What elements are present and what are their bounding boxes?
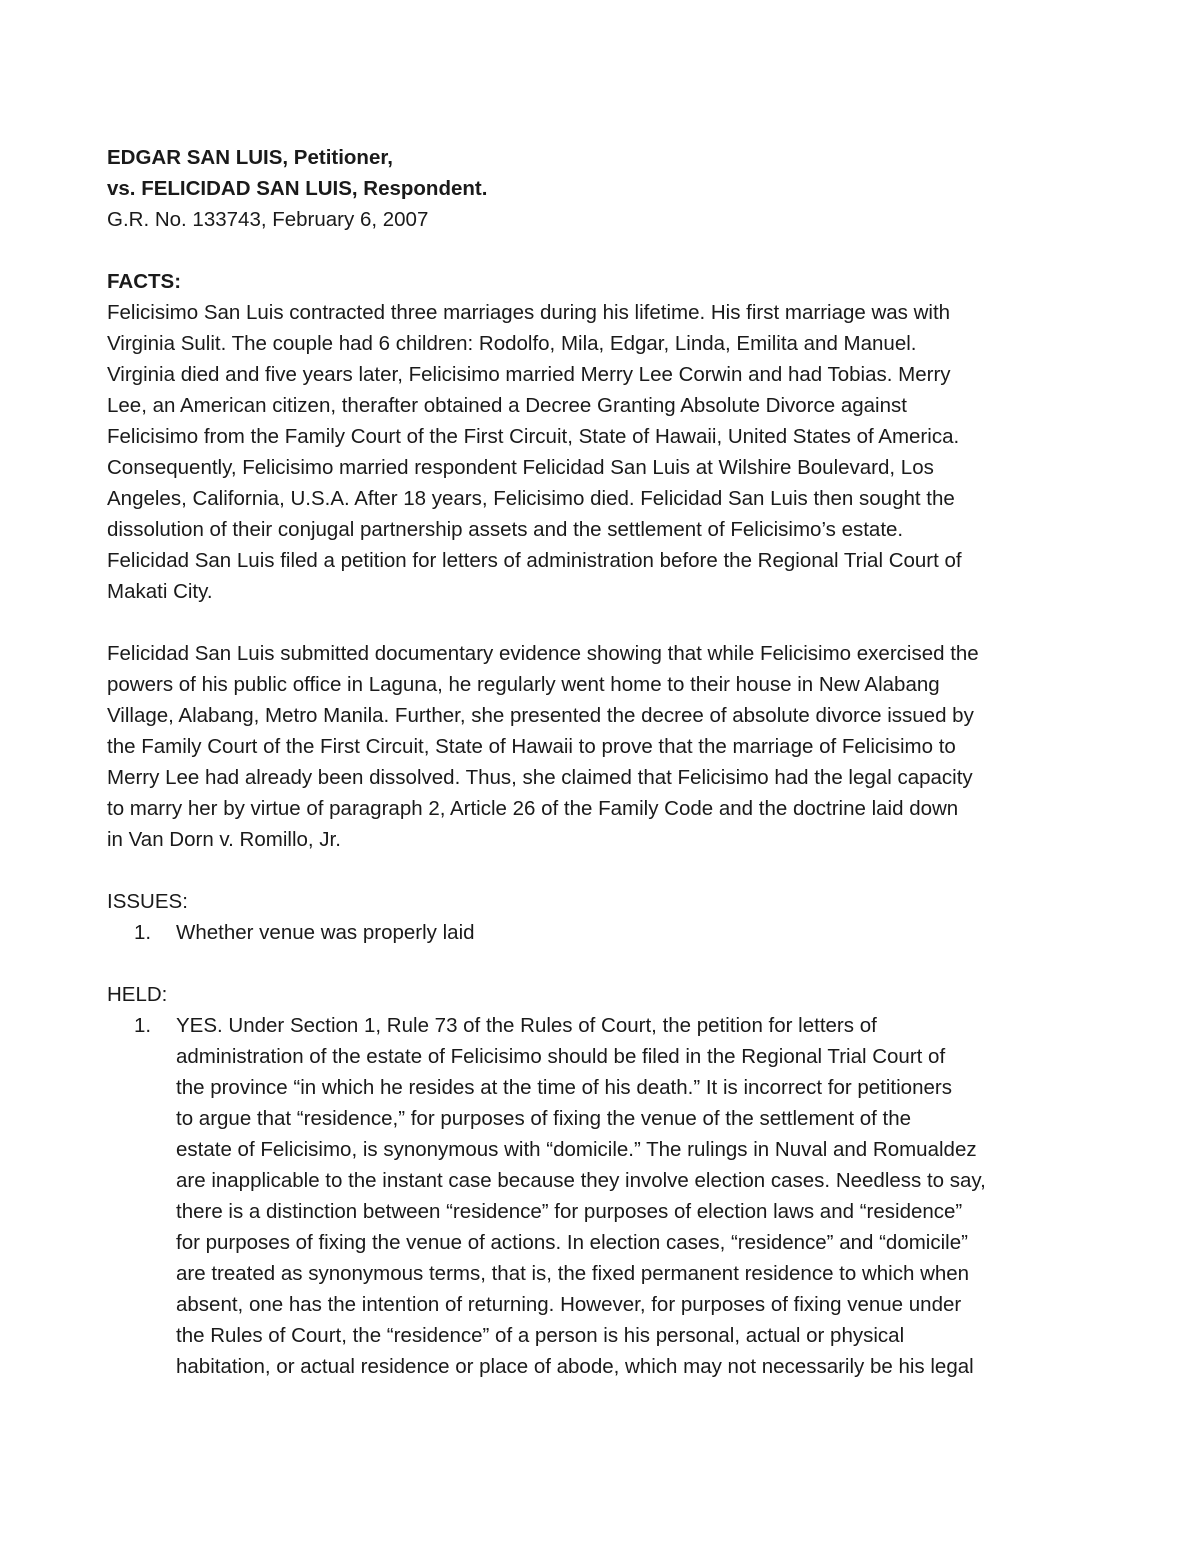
held-line: habitation, or actual residence or place of abode, which may not necessarily be his legal bbox=[176, 1355, 974, 1378]
facts-p1-line: Felicisimo San Luis contracted three marriages during his lifetime. His first marriage was with bbox=[107, 301, 951, 324]
respondent-line: vs. FELICIDAD SAN LUIS, Respondent. bbox=[107, 177, 488, 200]
facts-paragraph-2 bbox=[107, 638, 1097, 855]
facts-p1-line: Felicisimo from the Family Court of the First Circuit, State of Hawaii, United States of America. bbox=[107, 425, 960, 448]
facts-p1-line: Felicidad San Luis filed a petition for letters of administration before the Regional Trial Court of bbox=[107, 549, 962, 572]
held-line: there is a distinction between “residence” for purposes of election laws and “residence” bbox=[176, 1200, 963, 1223]
held-line: for purposes of fixing the venue of actions. In election cases, “residence” and “domicile” bbox=[176, 1231, 968, 1254]
held-heading: HELD: bbox=[107, 983, 168, 1006]
facts-p1-line: dissolution of their conjugal partnership assets and the settlement of Felicisimo’s estate. bbox=[107, 518, 904, 541]
facts-p1-line: Virginia died and five years later, Felicisimo married Merry Lee Corwin and had Tobias. Merry bbox=[107, 363, 951, 386]
held-list bbox=[107, 1010, 1097, 1382]
facts-paragraph-1 bbox=[107, 297, 1097, 607]
facts-p1-line: Lee, an American citizen, therafter obtained a Decree Granting Absolute Divorce against bbox=[107, 394, 907, 417]
facts-p1-line: Angeles, California, U.S.A. After 18 years, Felicisimo died. Felicidad San Luis then sought the bbox=[107, 487, 955, 510]
held-line: YES. Under Section 1, Rule 73 of the Rules of Court, the petition for letters of bbox=[176, 1014, 877, 1037]
issue-line: Whether venue was properly laid bbox=[176, 921, 475, 944]
facts-p1-line: Makati City. bbox=[107, 580, 213, 603]
held-line: are treated as synonymous terms, that is, the fixed permanent residence to which when bbox=[176, 1262, 970, 1285]
facts-p2-line: to marry her by virtue of paragraph 2, Article 26 of the Family Code and the doctrine laid down bbox=[107, 797, 959, 820]
facts-p2-line: the Family Court of the First Circuit, State of Hawaii to prove that the marriage of Felicisimo to bbox=[107, 735, 956, 758]
facts-p2-line: Felicidad San Luis submitted documentary evidence showing that while Felicisimo exercised the bbox=[107, 642, 979, 665]
issues-heading: ISSUES: bbox=[107, 890, 188, 913]
facts-p2-line: Village, Alabang, Metro Manila. Further, she presented the decree of absolute divorce issued by bbox=[107, 704, 974, 727]
facts-heading: FACTS: bbox=[107, 270, 182, 293]
facts-p2-line: Merry Lee had already been dissolved. Thus, she claimed that Felicisimo had the legal capacity bbox=[107, 766, 973, 789]
list-item-number: 1. bbox=[134, 921, 152, 944]
list-item-number: 1. bbox=[134, 1014, 152, 1037]
facts-p2-line: powers of his public office in Laguna, he regularly went home to their house in New Alabang bbox=[107, 673, 940, 696]
held-line: the Rules of Court, the “residence” of a person is his personal, actual or physical bbox=[176, 1324, 905, 1347]
facts-p1-line: Consequently, Felicisimo married respondent Felicidad San Luis at Wilshire Boulevard, Los bbox=[107, 456, 934, 479]
petitioner-line: EDGAR SAN LUIS, Petitioner, bbox=[107, 146, 393, 169]
facts-p1-line: Virginia Sulit. The couple had 6 children: Rodolfo, Mila, Edgar, Linda, Emilita and Manuel. bbox=[107, 332, 917, 355]
held-line: the province “in which he resides at the time of his death.” It is incorrect for petitioners bbox=[176, 1076, 952, 1099]
document-body bbox=[107, 142, 1097, 1382]
facts-p2-line: in Van Dorn v. Romillo, Jr. bbox=[107, 828, 341, 851]
held-line: are inapplicable to the instant case because they involve election cases. Needless to say, bbox=[176, 1169, 986, 1192]
list-item bbox=[107, 1010, 1097, 1382]
list-item bbox=[107, 917, 1097, 948]
held-line: to argue that “residence,” for purposes of fixing the venue of the settlement of the bbox=[176, 1107, 912, 1130]
held-line: absent, one has the intention of returning. However, for purposes of fixing venue under bbox=[176, 1293, 962, 1316]
held-line: estate of Felicisimo, is synonymous with “domicile.” The rulings in Nuval and Romualdez bbox=[176, 1138, 977, 1161]
held-line: administration of the estate of Felicisimo should be filed in the Regional Trial Court of bbox=[176, 1045, 946, 1068]
issues-list bbox=[107, 917, 1097, 948]
case-number-line: G.R. No. 133743, February 6, 2007 bbox=[107, 208, 429, 231]
